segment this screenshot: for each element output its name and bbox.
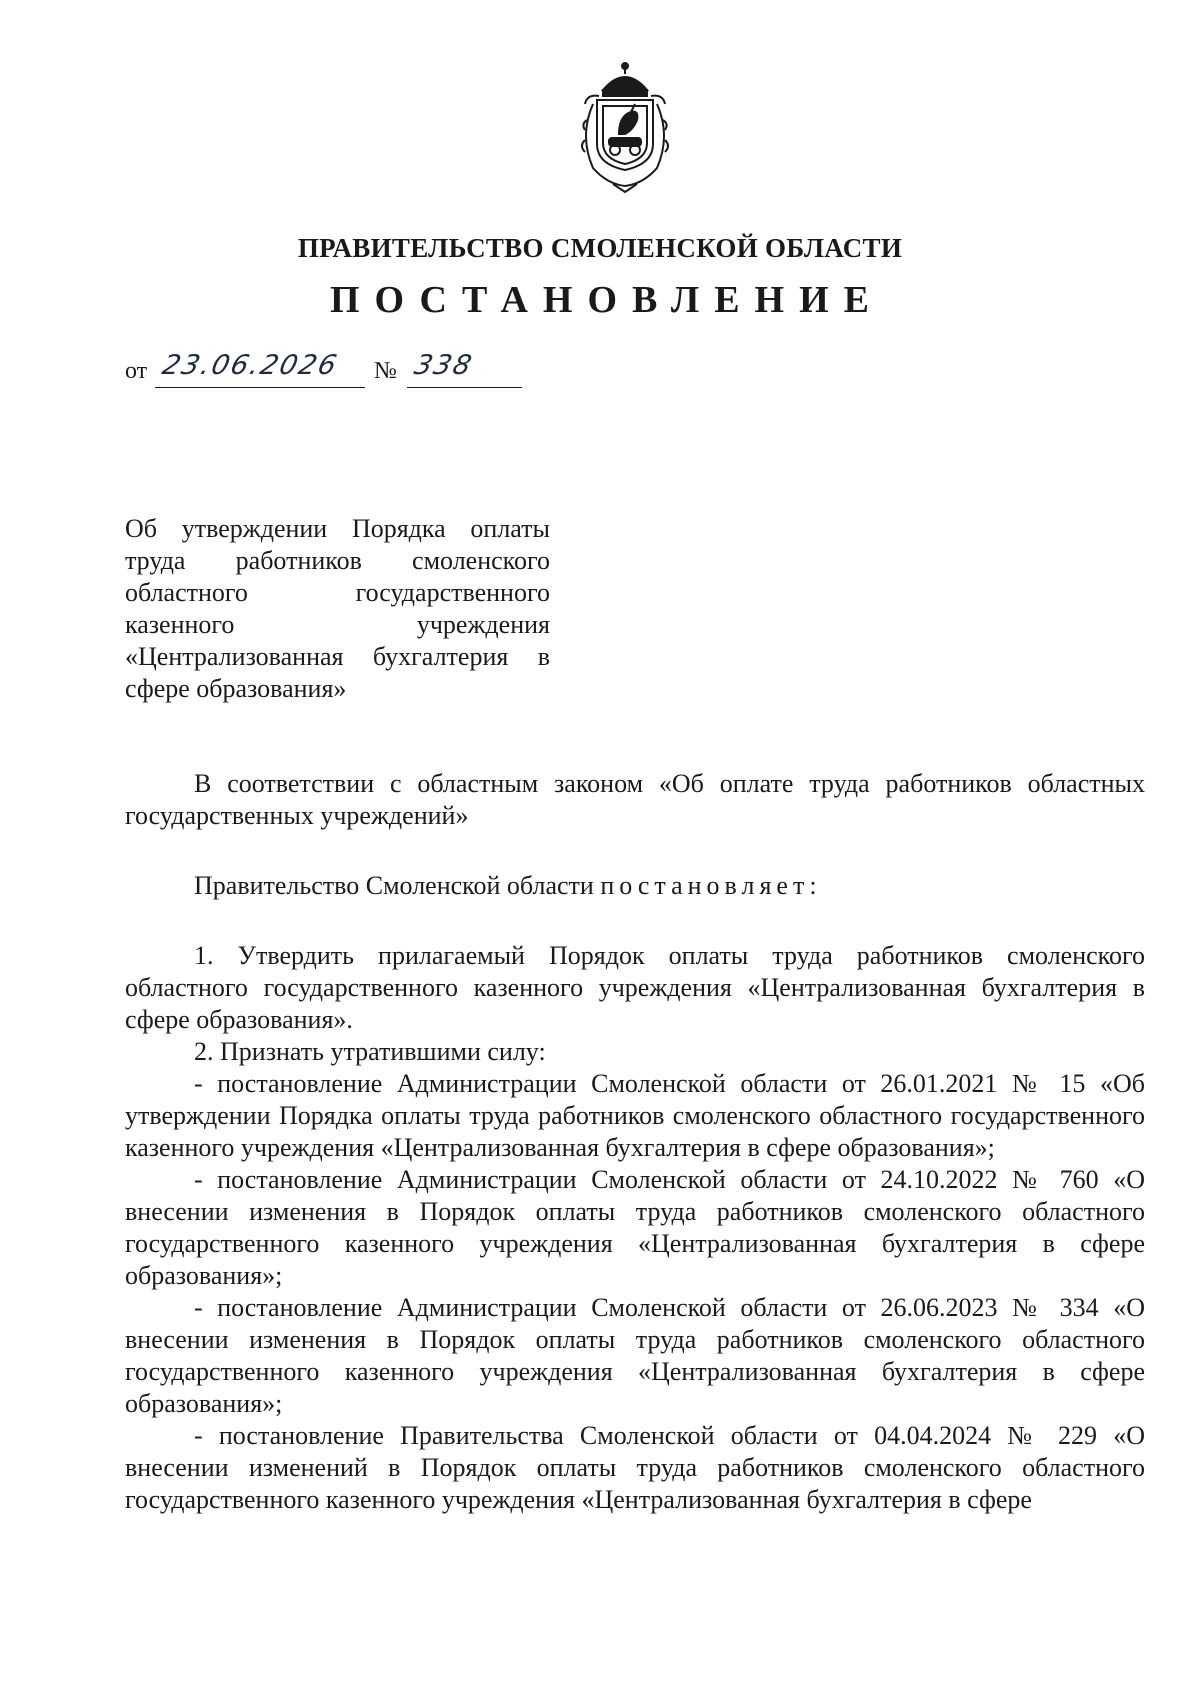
- item-paragraph: - постановление Администрации Смоленской области от 24.10.2022 № 760 «О внесении изменения в Порядок оплаты труда работников смоленского областного государственного казенного учреждения «Централизованная бухгалтерия в сфере образования»;: [125, 1165, 1145, 1290]
- item-paragraph: 1. Утвердить прилагаемый Порядок оплаты труда работников смоленского областного государственного казенного учреждения «Централизованная бухгалтерия в сфере образования».: [125, 941, 1145, 1034]
- item-paragraph: - постановление Администрации Смоленской области от 26.01.2021 № 15 «Об утверждении Порядка оплаты труда работников смоленского областного государственного казенного учреждения «Централизованная бухгалтерия в сфере образования»;: [125, 1069, 1145, 1162]
- preamble-paragraph: В соответствии с областным законом «Об оплате труда работников областных государственных учреждений»: [125, 769, 1145, 830]
- handwritten-date: 23.06.2026: [159, 350, 342, 381]
- item-paragraph: - постановление Администрации Смоленской области от 26.06.2023 № 334 «О внесении изменения в Порядок оплаты труда работников смоленского областного государственного казенного учреждения «Централизованная бухгалтерия в сфере образования»;: [125, 1293, 1145, 1418]
- item-paragraph: 2. Признать утратившими силу:: [194, 1037, 546, 1066]
- document-type: ПОСТАНОВЛЕНИЕ: [329, 279, 885, 321]
- date-underline: [155, 387, 365, 388]
- item-paragraph: - постановление Правительства Смоленской области от 04.04.2024 № 229 «О внесении изменений в Порядок оплаты труда работников смоленского областного государственного казенного учреждения «Централизованная бухгалтерия в сфере: [125, 1421, 1145, 1514]
- document-subject: Об утверждении Порядка оплаты труда работников смоленского областного государственного казенного учреждения «Централизованная бухгалтерия в сфере образования»: [125, 514, 550, 703]
- government-name: ПРАВИТЕЛЬСТВО СМОЛЕНСКОЙ ОБЛАСТИ: [297, 233, 903, 263]
- registration-line: [125, 350, 545, 390]
- date-label: от: [125, 358, 148, 384]
- number-label: №: [374, 358, 397, 384]
- coat-of-arms-emblem: [573, 60, 677, 194]
- resolution-prefix: Правительство Смоленской области: [194, 871, 594, 900]
- document-body: [125, 768, 1145, 1516]
- number-underline: [407, 387, 522, 388]
- resolution-paragraph: [125, 870, 1145, 902]
- handwritten-number: 338: [411, 350, 477, 381]
- resolution-verb: постановляет:: [600, 871, 822, 900]
